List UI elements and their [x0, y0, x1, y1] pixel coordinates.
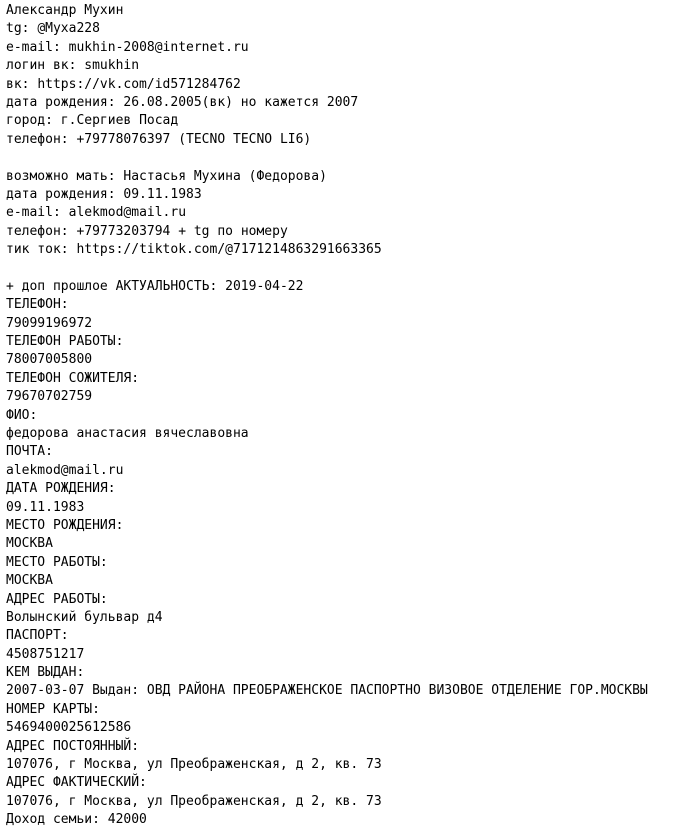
record-card-number-value: 5469400025612586 [6, 720, 132, 736]
field-label: город: [6, 113, 61, 129]
subject-vk-login [6, 57, 688, 75]
record-email-label: ПОЧТА: [6, 444, 53, 460]
blank-line [6, 259, 688, 277]
record-passport-value: 4508751217 [6, 646, 85, 662]
telegram-handle: @Муха228 [37, 21, 100, 37]
record-work-address-label: АДРЕС РАБОТЫ: [6, 591, 108, 607]
mother-tiktok [6, 241, 688, 259]
subject-telegram [6, 20, 688, 38]
record-work-place-label: МЕСТО РАБОТЫ: [6, 554, 108, 570]
mother-phone [6, 223, 688, 241]
record-birth-place-value: МОСКВА [6, 536, 53, 552]
field-label: логин вк: [6, 58, 85, 74]
record-phone-label: ТЕЛЕФОН: [6, 297, 69, 313]
record-full-name-value: федорова анастасия вячеславовна [6, 425, 249, 441]
records-header [6, 278, 688, 296]
record-issued-by-value: 2007-03-07 Выдан: ОВД РАЙОНА ПРЕОБРАЖЕНСКОЕ ПАСПОРТНО ВИЗОВОЕ ОТДЕЛЕНИЕ ГОР.МОСКВЫ [6, 683, 648, 699]
field-label: дата рождения: [6, 94, 124, 110]
tiktok-url: https://tiktok.com/@7171214863291663365 [76, 242, 382, 258]
mother-name-line [6, 168, 688, 186]
email-address: alekmod@mail.ru [68, 205, 187, 221]
subject-birth-date [6, 94, 688, 112]
field-label: Доход семьи: [6, 812, 108, 828]
record-birth-date-label: ДАТА РОЖДЕНИЯ: [6, 481, 116, 497]
income-value: 42000 [107, 812, 147, 828]
record-cohabitant-phone-label: ТЕЛЕФОН СОЖИТЕЛЯ: [6, 370, 140, 386]
record-cohabitant-phone-value: 79670702759 [6, 389, 93, 405]
birth-date: 26.08.2005(вк) но кажется 2007 [123, 94, 359, 110]
field-label: возможно мать: [6, 168, 124, 184]
record-full-name-label: ФИО: [6, 407, 38, 423]
email-address: mukhin-2008@internet.ru [68, 39, 249, 55]
record-passport-label: ПАСПОРТ: [6, 628, 69, 644]
record-work-address-value: Волынский бульвар д4 [6, 609, 163, 625]
subject-phone [6, 131, 688, 149]
field-label: e-mail: [6, 39, 69, 55]
vk-login: smukhin [84, 58, 140, 74]
record-permanent-address-value: 107076, г Москва, ул Преображенская, д 2, кв. 73 [6, 757, 382, 773]
records-actuality-date: 2019-04-22 [225, 278, 304, 294]
phone-number: +79778076397 (TECNO TECNO LI6) [76, 131, 312, 147]
record-work-place-value: МОСКВА [6, 573, 53, 589]
mother-name: Настасья Мухина (Федорова) [123, 168, 327, 184]
field-label: телефон: [6, 131, 77, 147]
record-work-phone-value: 78007005800 [6, 352, 93, 368]
record-birth-place-label: МЕСТО РОЖДЕНИЯ: [6, 517, 124, 533]
record-work-phone-label: ТЕЛЕФОН РАБОТЫ: [6, 334, 124, 350]
field-label: телефон: [6, 223, 77, 239]
city: г.Сергиев Посад [60, 113, 179, 129]
family-income [6, 811, 688, 829]
record-card-number-label: НОМЕР КАРТЫ: [6, 701, 100, 717]
subject-name: Александр Мухин [6, 3, 124, 18]
field-label: дата рождения: [6, 186, 124, 202]
subject-city [6, 112, 688, 130]
record-birth-date-value: 09.11.1983 [6, 499, 85, 515]
phone-number: +79773203794 + tg по номеру [76, 223, 288, 239]
field-label: вк: [6, 76, 38, 92]
records-header-label: + доп прошлое АКТУАЛЬНОСТЬ: [6, 278, 226, 294]
record-issued-by-label: КЕМ ВЫДАН: [6, 665, 85, 681]
vk-profile-url: https://vk.com/id571284762 [37, 76, 241, 92]
blank-line [6, 149, 688, 167]
field-label: e-mail: [6, 205, 69, 221]
field-label: tg: [6, 21, 38, 37]
record-email-value: alekmod@mail.ru [6, 462, 124, 478]
mother-email [6, 204, 688, 222]
field-label: тик ток: [6, 242, 77, 258]
record-actual-address-label: АДРЕС ФАКТИЧЕСКИЙ: [6, 775, 147, 791]
record-actual-address-value: 107076, г Москва, ул Преображенская, д 2, кв. 73 [6, 793, 382, 809]
mother-birth-date [6, 186, 688, 204]
record-permanent-address-label: АДРЕС ПОСТОЯННЫЙ: [6, 738, 140, 754]
subject-vk-url [6, 76, 688, 94]
birth-date: 09.11.1983 [123, 186, 202, 202]
subject-email [6, 39, 688, 57]
record-phone-value: 79099196972 [6, 315, 93, 331]
